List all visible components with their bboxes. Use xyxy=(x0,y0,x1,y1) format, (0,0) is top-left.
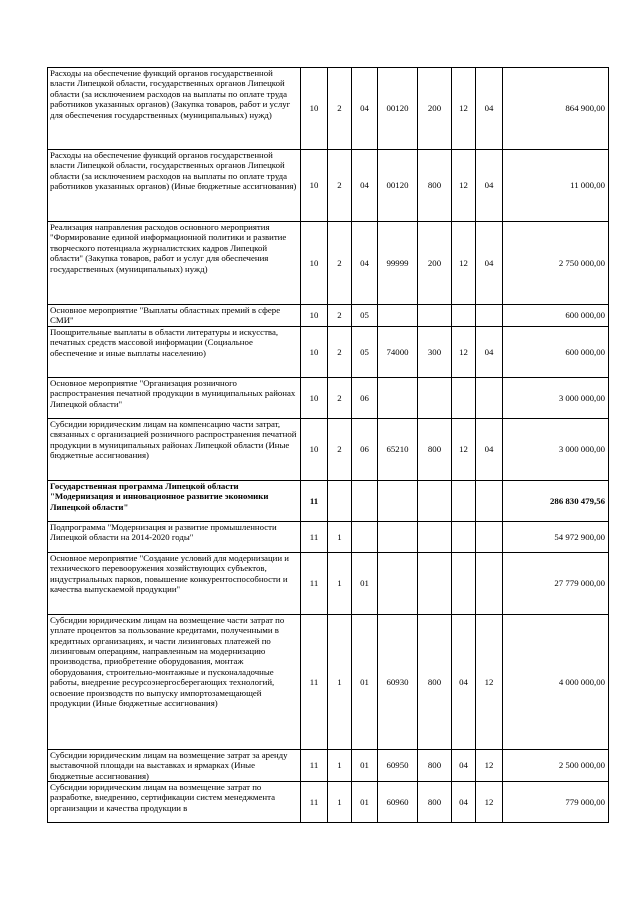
code-c2: 2 xyxy=(328,222,352,305)
row-amount: 3 000 000,00 xyxy=(503,418,609,480)
code-c1: 10 xyxy=(301,418,328,480)
code-c1: 10 xyxy=(301,326,328,377)
code-c1: 10 xyxy=(301,377,328,418)
code-c4: 74000 xyxy=(378,326,418,377)
code-c4 xyxy=(378,305,418,327)
code-c5 xyxy=(418,480,452,521)
code-c1: 11 xyxy=(301,614,328,749)
table-row xyxy=(48,305,609,327)
row-name: Субсидии юридическим лицам на компенсацию части затрат, связанных с организацией розничного распространения печатной продукции в муниципальных районах Липецкой области (Иные бюджетные ассигнования) xyxy=(48,418,301,480)
code-c5: 800 xyxy=(418,614,452,749)
row-amount: 2 750 000,00 xyxy=(503,222,609,305)
code-c7: 04 xyxy=(476,326,503,377)
code-c3: 01 xyxy=(352,749,378,781)
row-name: Основное мероприятие "Выплаты областных премий в сфере СМИ" xyxy=(48,305,301,327)
code-c7 xyxy=(476,521,503,552)
table-row xyxy=(48,782,609,823)
code-c1: 11 xyxy=(301,749,328,781)
code-c3: 05 xyxy=(352,305,378,327)
code-c4: 60950 xyxy=(378,749,418,781)
row-amount: 27 779 000,00 xyxy=(503,552,609,614)
code-c7 xyxy=(476,480,503,521)
code-c3 xyxy=(352,480,378,521)
row-amount: 3 000 000,00 xyxy=(503,377,609,418)
code-c7: 04 xyxy=(476,150,503,222)
code-c3: 05 xyxy=(352,326,378,377)
code-c4: 60930 xyxy=(378,614,418,749)
code-c4: 00120 xyxy=(378,68,418,150)
code-c7: 04 xyxy=(476,418,503,480)
code-c7: 04 xyxy=(476,222,503,305)
code-c2: 2 xyxy=(328,326,352,377)
code-c5: 800 xyxy=(418,418,452,480)
table-row xyxy=(48,377,609,418)
code-c7: 12 xyxy=(476,782,503,823)
code-c4: 99999 xyxy=(378,222,418,305)
table-row xyxy=(48,418,609,480)
row-name: Реализация направления расходов основного мероприятия "Формирование единой информационной политики и развитие творческого потенциала журналистских кадров Липецкой области" (Закупка товаров, работ и услуг для обеспечения государственных (муниципальных) нужд) xyxy=(48,222,301,305)
code-c4: 65210 xyxy=(378,418,418,480)
code-c2 xyxy=(328,480,352,521)
table-row xyxy=(48,68,609,150)
code-c5: 800 xyxy=(418,150,452,222)
table-row xyxy=(48,552,609,614)
code-c4: 00120 xyxy=(378,150,418,222)
code-c5 xyxy=(418,521,452,552)
row-amount: 600 000,00 xyxy=(503,305,609,327)
row-name: Субсидии юридическим лицам на возмещение затрат за аренду выставочной площади на выставках и ярмарках (Иные бюджетные ассигнования) xyxy=(48,749,301,781)
row-name: Государственная программа Липецкой области "Модернизация и инновационное развитие экономики Липецкой области" xyxy=(48,480,301,521)
code-c5 xyxy=(418,305,452,327)
code-c3: 06 xyxy=(352,377,378,418)
code-c4 xyxy=(378,377,418,418)
code-c3: 01 xyxy=(352,552,378,614)
code-c6 xyxy=(452,305,476,327)
code-c2: 1 xyxy=(328,614,352,749)
code-c6: 12 xyxy=(452,222,476,305)
code-c5 xyxy=(418,552,452,614)
budget-table xyxy=(47,67,609,823)
row-amount: 4 000 000,00 xyxy=(503,614,609,749)
row-name: Расходы на обеспечение функций органов государственной власти Липецкой области, государственных органов Липецкой области (за исключением расходов на выплаты по оплате труда работников указанных органов) (Закупка товаров, работ и услуг для обеспечения государственных (муниципальных) нужд) xyxy=(48,68,301,150)
code-c4 xyxy=(378,552,418,614)
table-row xyxy=(48,480,609,521)
code-c1: 10 xyxy=(301,222,328,305)
code-c6 xyxy=(452,521,476,552)
code-c2: 1 xyxy=(328,521,352,552)
table-row xyxy=(48,150,609,222)
code-c4: 60960 xyxy=(378,782,418,823)
code-c4 xyxy=(378,480,418,521)
row-name: Основное мероприятие "Создание условий для модернизации и технического перевооружения хозяйствующих субъектов, индустриальных парков, повышение конкурентоспособности и качества выпускаемой продукции" xyxy=(48,552,301,614)
code-c6 xyxy=(452,480,476,521)
code-c2: 2 xyxy=(328,377,352,418)
row-name: Поощрительные выплаты в области литературы и искусства, печатных средств массовой информации (Социальное обеспечение и иные выплаты населению) xyxy=(48,326,301,377)
row-name: Основное мероприятие "Организация розничного распространения печатной продукции в муниципальных районах Липецкой области" xyxy=(48,377,301,418)
code-c7: 12 xyxy=(476,749,503,781)
code-c5 xyxy=(418,377,452,418)
code-c1: 10 xyxy=(301,150,328,222)
code-c2: 2 xyxy=(328,305,352,327)
code-c7 xyxy=(476,552,503,614)
code-c3: 04 xyxy=(352,68,378,150)
row-amount: 286 830 479,56 xyxy=(503,480,609,521)
code-c2: 1 xyxy=(328,552,352,614)
row-name: Субсидии юридическим лицам на возмещение затрат по разработке, внедрению, сертификации систем менеджмента организации и качества продукции в xyxy=(48,782,301,823)
code-c1: 10 xyxy=(301,305,328,327)
code-c5: 200 xyxy=(418,68,452,150)
code-c4 xyxy=(378,521,418,552)
row-amount: 600 000,00 xyxy=(503,326,609,377)
code-c6 xyxy=(452,377,476,418)
code-c6: 12 xyxy=(452,418,476,480)
code-c5: 800 xyxy=(418,749,452,781)
code-c7: 04 xyxy=(476,68,503,150)
code-c3: 06 xyxy=(352,418,378,480)
code-c3: 04 xyxy=(352,150,378,222)
code-c6: 04 xyxy=(452,614,476,749)
code-c3: 01 xyxy=(352,614,378,749)
code-c6: 04 xyxy=(452,782,476,823)
row-amount: 779 000,00 xyxy=(503,782,609,823)
code-c2: 2 xyxy=(328,68,352,150)
code-c2: 1 xyxy=(328,782,352,823)
code-c1: 11 xyxy=(301,480,328,521)
code-c7 xyxy=(476,377,503,418)
row-amount: 864 900,00 xyxy=(503,68,609,150)
code-c6: 04 xyxy=(452,749,476,781)
table-row xyxy=(48,749,609,781)
code-c6: 12 xyxy=(452,68,476,150)
code-c6 xyxy=(452,552,476,614)
code-c1: 11 xyxy=(301,782,328,823)
code-c5: 200 xyxy=(418,222,452,305)
table-row xyxy=(48,521,609,552)
code-c5: 800 xyxy=(418,782,452,823)
row-amount: 2 500 000,00 xyxy=(503,749,609,781)
code-c5: 300 xyxy=(418,326,452,377)
code-c2: 1 xyxy=(328,749,352,781)
code-c7 xyxy=(476,305,503,327)
row-amount: 11 000,00 xyxy=(503,150,609,222)
row-name: Расходы на обеспечение функций органов государственной власти Липецкой области, государственных органов Липецкой области (за исключением расходов на выплаты по оплате труда работников указанных органов) (Иные бюджетные ассигнования) xyxy=(48,150,301,222)
row-name: Субсидии юридическим лицам на возмещение части затрат по уплате процентов за пользование кредитами, полученными в кредитных организациях, и части лизинговых платежей по лизинговым операциям, направленным на модернизацию производства, приобретение оборудования, монтаж оборудования, строительно-монтажные и пусконаладочные работы, внедрение ресурсоэнергосберегающих технологий, освоение производств по выпуску импортозамещающей продукции (Иные бюджетные ассигнования) xyxy=(48,614,301,749)
code-c3 xyxy=(352,521,378,552)
code-c7: 12 xyxy=(476,614,503,749)
code-c3: 01 xyxy=(352,782,378,823)
code-c1: 11 xyxy=(301,552,328,614)
table-row xyxy=(48,614,609,749)
code-c3: 04 xyxy=(352,222,378,305)
code-c1: 11 xyxy=(301,521,328,552)
code-c6: 12 xyxy=(452,326,476,377)
row-name: Подпрограмма "Модернизация и развитие промышленности Липецкой области на 2014-2020 годы" xyxy=(48,521,301,552)
table-row xyxy=(48,326,609,377)
table-row xyxy=(48,222,609,305)
row-amount: 54 972 900,00 xyxy=(503,521,609,552)
code-c2: 2 xyxy=(328,418,352,480)
code-c6: 12 xyxy=(452,150,476,222)
code-c1: 10 xyxy=(301,68,328,150)
code-c2: 2 xyxy=(328,150,352,222)
